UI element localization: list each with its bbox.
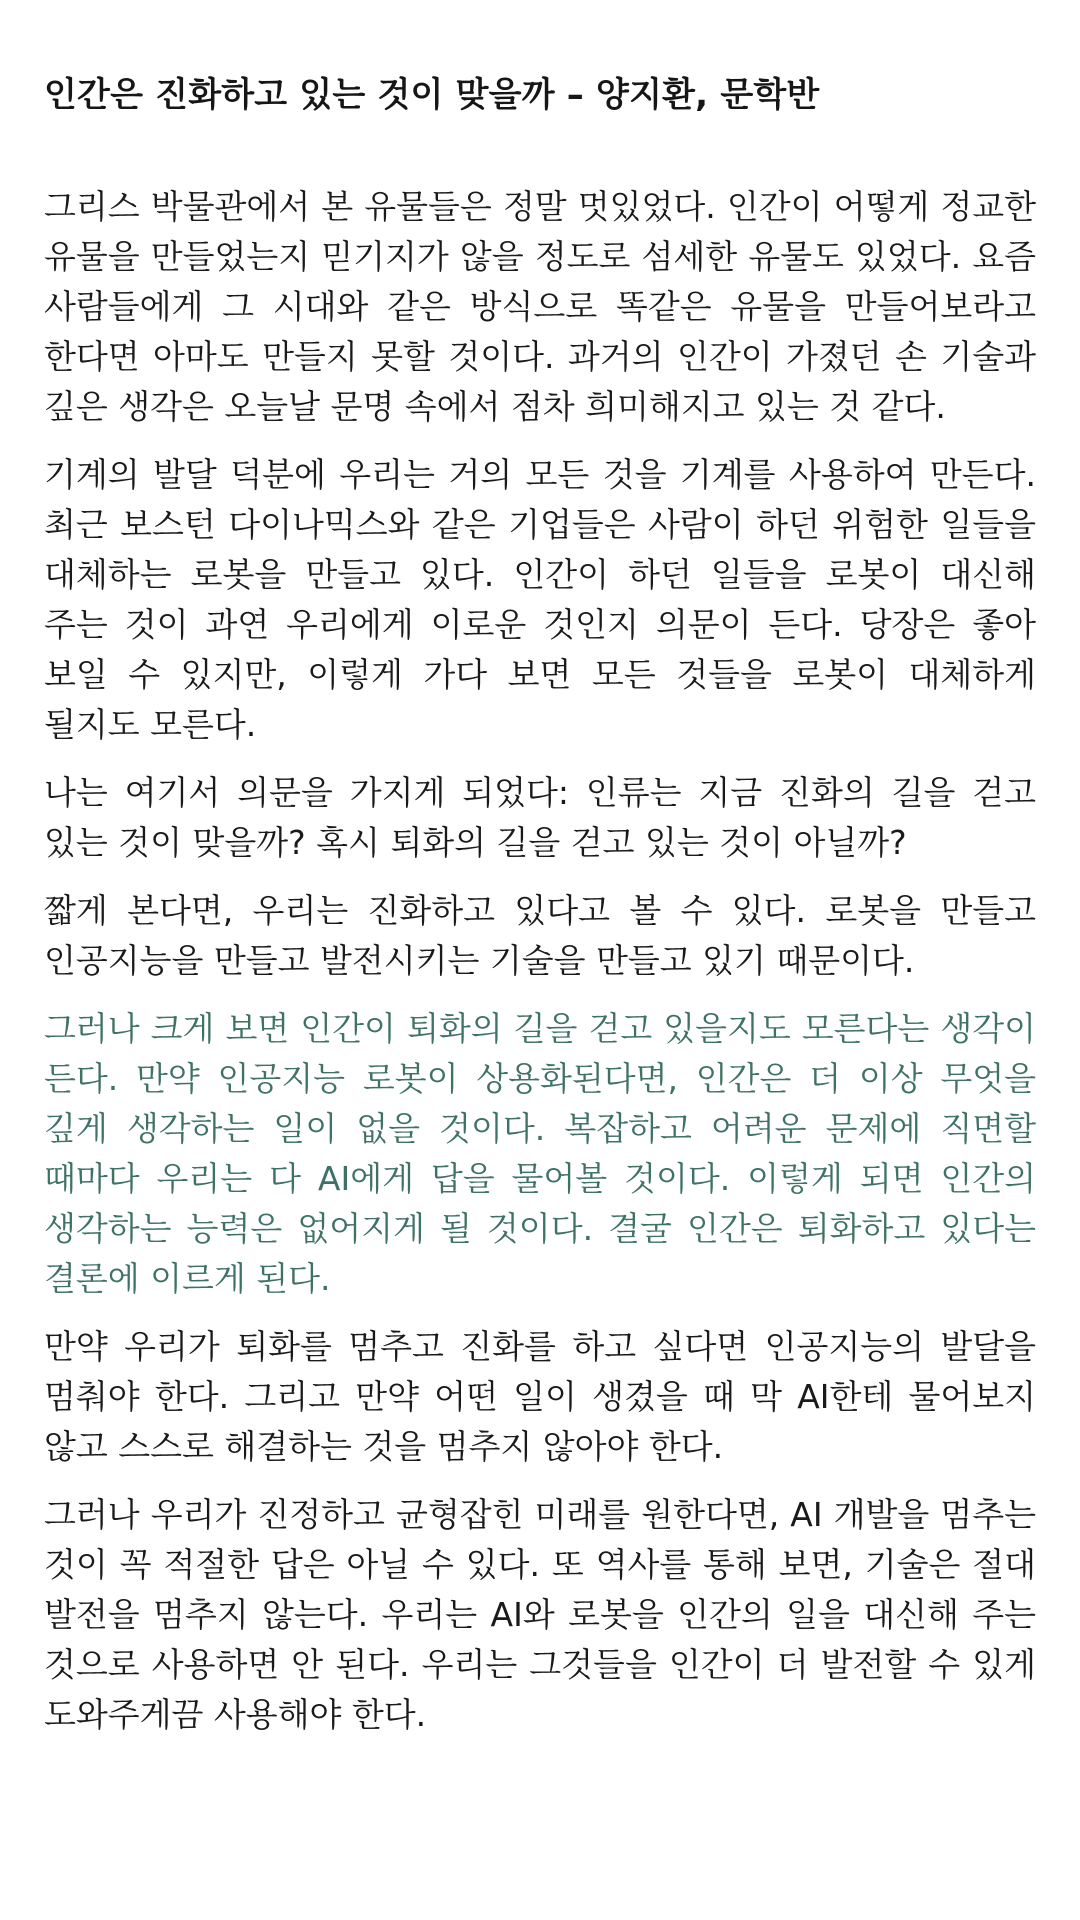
paragraph-stop-ai: 만약 우리가 퇴화를 멈추고 진화를 하고 싶다면 인공지능의 발달을 멈춰야 한다. 그리고 만약 어떤 일이 생겼을 때 막 AI한테 물어보지 않고 스스로 해결하는 것을 멈추지 않아야 한다.: [44, 1327, 1036, 1466]
paragraph-museum: 그리스 박물관에서 본 유물들은 정말 멋있었다. 인간이 어떻게 정교한 유물을 만들었는지 믿기지가 않을 정도로 섬세한 유물도 있었다. 요즘 사람들에게 그 시대와 같은 방식으로 똑같은 유물을 만들어보라고 한다면 아마도 만들지 못할 것이다. 과거의 인간이 가졌던 손 기술과 깊은 생각은 오늘날 문명 속에서 점차 희미해지고 있는 것 같다.: [44, 187, 1036, 426]
paragraph-question: 나는 여기서 의문을 가지게 되었다: 인류는 지금 진화의 길을 걷고 있는 것이 맞을까? 혹시 퇴화의 길을 걷고 있는 것이 아닐까?: [44, 773, 1036, 862]
article-title: 인간은 진화하고 있는 것이 맞을까 – 양지환, 문학반: [44, 75, 820, 115]
paragraph-machines: 기계의 발달 덕분에 우리는 거의 모든 것을 기계를 사용하여 만든다. 최근 보스턴 다이나믹스와 같은 기업들은 사람이 하던 위험한 일들을 대체하는 로봇을 만들고 있다. 인간이 하던 일들을 로봇이 대신해 주는 것이 과연 우리에게 이로운 것인지 의문이 든다. 당장은 좋아 보일 수 있지만, 이렇게 가다 보면 모든 것들을 로봇이 대체하게 될지도 모른다.: [44, 455, 1036, 744]
paragraph-long-term: 그러나 크게 보면 인간이 퇴화의 길을 걷고 있을지도 모른다는 생각이 든다. 만약 인공지능 로봇이 상용화된다면, 인간은 더 이상 무엇을 깊게 생각하는 일이 없을 것이다. 복잡하고 어려운 문제에 직면할 때마다 우리는 다 AI에게 답을 물어볼 것이다. 이렇게 되면 인간의 생각하는 능력은 없어지게 될 것이다. 결굴 인간은 퇴화하고 있다는 결론에 이르게 된다.: [44, 1009, 1036, 1298]
paragraph-short-term: 짧게 본다면, 우리는 진화하고 있다고 볼 수 있다. 로봇을 만들고 인공지능을 만들고 발전시키는 기술을 만들고 있기 때문이다.: [44, 891, 1036, 980]
paragraph-balanced-future: 그러나 우리가 진정하고 균형잡힌 미래를 원한다면, AI 개발을 멈추는 것이 꼭 적절한 답은 아닐 수 있다. 또 역사를 통해 보면, 기술은 절대 발전을 멈추지 않는다. 우리는 AI와 로봇을 인간의 일을 대신해 주는 것으로 사용하면 안 된다. 우리는 그것들을 인간이 더 발전할 수 있게 도와주게끔 사용해야 한다.: [44, 1495, 1036, 1734]
